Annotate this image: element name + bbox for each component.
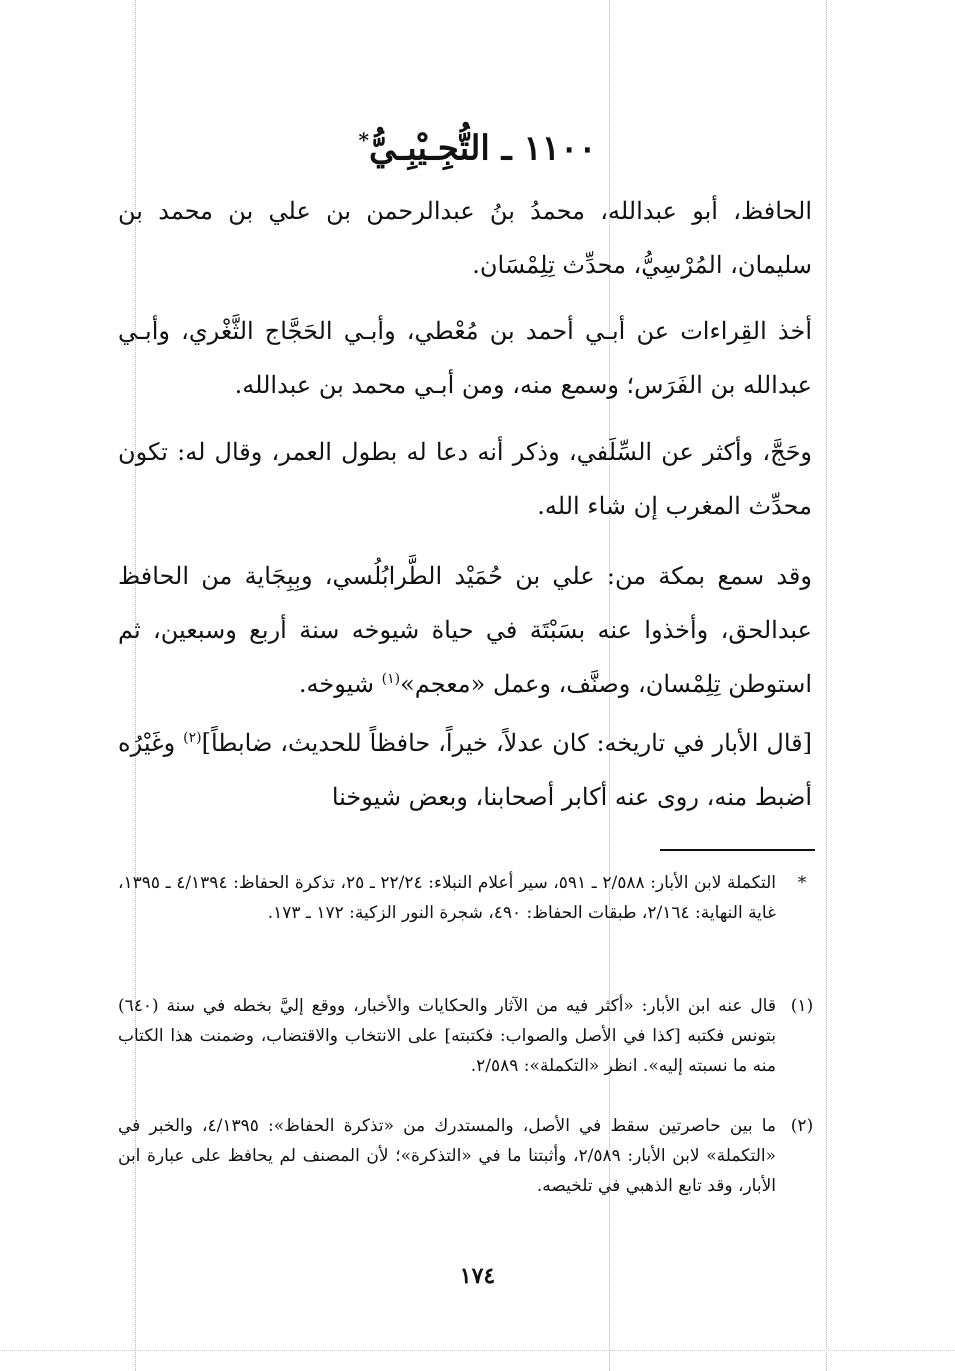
footnote-1	[118, 991, 818, 1081]
paragraph-4-text: وقد سمع بمكة من: علي بن حُمَيْد الطَّرابُلُسي، وبِبِجَاية من الحافظ عبدالحق، وأخذوا عنه بسَبْتَة في حياة شيوخه سنة أربع وسبعين، ثم استوطن تِلِمْسان، وصنَّف، وعمل «معجم»	[118, 562, 812, 698]
scan-guide-line	[0, 1350, 955, 1351]
entry-star: *	[358, 128, 369, 152]
paragraph-5	[118, 716, 812, 824]
paragraph-2: أخذ القِراءات عن أبـي أحمد بن مُعْطي، وأبـي الحَجَّاج الثَّغْري، وأبـي عبدالله بن الفَرَس؛ وسمع منه، ومن أبـي محمد بن عبدالله.	[118, 317, 812, 399]
entry-dash: ـ	[501, 128, 512, 169]
footnote-marker: *	[797, 873, 807, 893]
footnote-separator	[660, 849, 815, 851]
scan-guide-line	[826, 0, 827, 1371]
footnote-text: التكملة لابن الأبار: ٢/٥٨٨ ـ ٥٩١، سير أعلام النبلاء: ٢٢/٢٤ ـ ٢٥، تذكرة الحفاظ: ٤/١٣٩٤ ـ ١٣٩٥، غاية النهاية: ٢/١٦٤، طبقات الحفاظ: ٤٩٠، شجرة النور الزكية: ١٧٢ ـ ١٧٣.	[118, 873, 777, 923]
paragraph-1: الحافظ، أبو عبدالله، محمدُ بنُ عبدالرحمن بن علي بن محمد بن سليمان، المُرْسِيُّ، محدِّث تِلِمْسَان.	[118, 197, 812, 279]
footnote-marker: (٢)	[790, 1116, 814, 1136]
footnote-text: قال عنه ابن الأبار: «أكثر فيه من الآثار والحكايات والأخبار، ووقع إليَّ بخطه في سنة (٦٤٠) بتونس فكتبه [كذا في الأصل والصواب: فكتبته] على الانتخاب والاقتضاب، وضمنت هذا الكتاب منه ما نسبته إليه». انظر «التكملة»: ٢/٥٨٩.	[118, 996, 776, 1076]
footnote-marker: (١)	[790, 996, 814, 1016]
page-number: ١٧٤	[459, 1263, 496, 1289]
footnote-source	[118, 868, 818, 928]
paragraph-5-start: [قال الأبار في تاريخه: كان عدلاً، خيراً، حافظاً للحديث، ضابطاً]	[201, 729, 813, 757]
entry-heading	[0, 118, 955, 170]
paragraph-4	[118, 549, 812, 711]
entry-number: ١١٠٠	[523, 128, 597, 169]
paragraph-5-end: وغَيْرُه أضبط منه، روى عنه أكابر أصحابنا، وبعض شيوخنا	[118, 729, 812, 811]
entry-name: التُّجِـيْبِـيُّ	[368, 128, 490, 169]
footnote-2	[118, 1111, 818, 1201]
footnote-ref-2: (٢)	[183, 730, 202, 746]
footnote-ref-1: (١)	[381, 671, 401, 687]
paragraph-3: وحَجَّ، وأكثر عن السِّلَفي، وذكر أنه دعا له بطول العمر، وقال له: تكون محدِّث المغرب إن شاء الله.	[118, 438, 812, 520]
footnote-text: ما بين حاصرتين سقط في الأصل، والمستدرك من «تذكرة الحفاظ»: ٤/١٣٩٥، والخبر في «التكملة» لابن الأبار: ٢/٥٨٩، وأثبتنا ما في «التذكرة»؛ لأن المصنف لم يحافظ على عبارة ابن الأبار، وقد تابع الذهبي في تلخيصه.	[118, 1116, 777, 1196]
paragraph-4-end: شيوخه.	[298, 670, 382, 698]
